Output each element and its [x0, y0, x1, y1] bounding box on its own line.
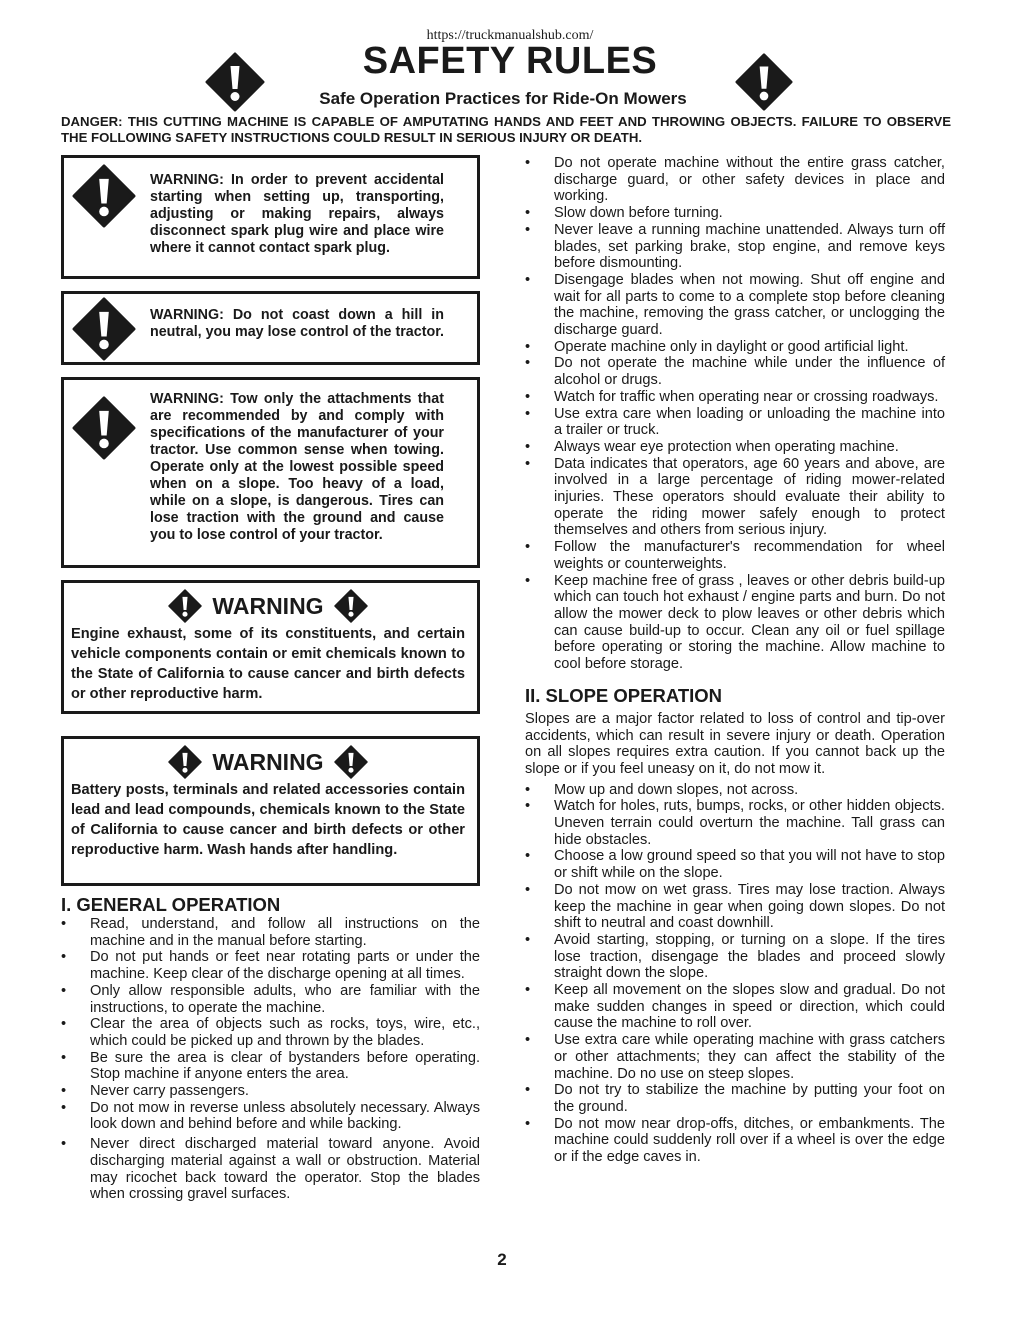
- warning-triangle-icon: [735, 53, 793, 111]
- list-item: • Do not mow in reverse unless absolutely necessary. Always look down and behind before and while backing.: [61, 1100, 480, 1133]
- list-item: • Never direct discharged material toward anyone. Avoid discharging material against a wall or obstruction. Material may ricochet back toward the operator. Stop the blades when crossing gravel surfaces.: [61, 1136, 480, 1203]
- warning-text: WARNING: Tow only the attachments that are recommended by and comply with specifications of the manufacturer of your tractor. Use common sense when towing. Operate only at the lowest possible speed when on a slope. Too heavy of a load, while on a slope, is dangerous. Tires can lose traction with the ground and cause you to lose control of your tractor.: [150, 391, 444, 543]
- list-item: • Watch for traffic when operating near or crossing roadways.: [525, 389, 945, 406]
- warning-header-label: WARNING: [212, 748, 324, 775]
- warning-triangle-icon: [72, 164, 136, 228]
- list-item: • Follow the manufacturer's recommendation for wheel weights or counterweights.: [525, 539, 945, 572]
- list-item: • Be sure the area is clear of bystanders before operating. Stop machine if anyone enters the area.: [61, 1050, 480, 1083]
- page-subtitle: Safe Operation Practices for Ride-On Mowers: [319, 89, 687, 108]
- list-item: • Always wear eye protection when operating machine.: [525, 439, 945, 456]
- warning-box-coast: [61, 291, 480, 365]
- list-item: • Mow up and down slopes, not across.: [525, 782, 945, 799]
- warning-text: WARNING: In order to prevent accidental starting when setting up, transporting, adjusting or making repairs, always disconnect spark plug wire and place wire where it cannot contact spark plug.: [150, 172, 444, 256]
- left-column: [61, 155, 480, 1203]
- list-item: • Disengage blades when not mowing. Shut off engine and wait for all parts to come to a complete stop before cleaning the machine, removing the grass catcher, or unclogging the discharge guard.: [525, 272, 945, 339]
- slope-intro: Slopes are a major factor related to loss of control and tip-over accidents, which can result in severe injury or death. Operation on all slopes requires extra caution. If you cannot back up the slope or if you feel uneasy on it, do not mow it.: [525, 710, 945, 777]
- list-item: • Clear the area of objects such as rocks, toys, wire, etc., which could be picked up and thrown by the blades.: [61, 1016, 480, 1049]
- list-item: • Slow down before turning.: [525, 205, 945, 222]
- warning-text: Engine exhaust, some of its constituents, and certain vehicle components contain or emit chemicals known to the State of California to cause cancer and birth defects or other reproductive harm.: [71, 626, 465, 702]
- warning-text: Battery posts, terminals and related accessories contain lead and lead compounds, chemicals known to the State of California to cause cancer and birth defects or other reproductive harm. Wash hands after handling.: [71, 782, 465, 858]
- warning-triangle-icon: [168, 745, 202, 779]
- list-item: • Never carry passengers.: [61, 1083, 480, 1100]
- list-item: • Do not mow on wet grass. Tires may lose traction. Always keep the machine in gear when going down slopes. Do not shift to neutral and coast downhill.: [525, 882, 945, 932]
- warning-triangle-icon: [72, 396, 136, 460]
- warning-text: WARNING: Do not coast down a hill in neutral, you may lose control of the tractor.: [150, 307, 444, 340]
- right-column: [525, 155, 945, 1166]
- list-item: • Avoid starting, stopping, or turning on a slope. If the tires lose traction, disengage the blades and proceed slowly straight down the slope.: [525, 932, 945, 982]
- list-item: • Choose a low ground speed so that you will not have to stop or shift while on the slope.: [525, 848, 945, 881]
- list-item: • Keep machine free of grass , leaves or other debris build-up which can touch hot exhaust / engine parts and burn. Do not allow the mower deck to plow leaves or other debris which can cause build-up to occur. Clean any oil or fuel spillage before operating or storing the machine. Allow machine to cool before storage.: [525, 573, 945, 673]
- list-item: • Do not operate the machine while under the influence of alcohol or drugs.: [525, 355, 945, 388]
- warning-triangle-icon: [168, 589, 202, 623]
- california-warning-exhaust: [61, 580, 480, 714]
- list-item: • Do not mow near drop-offs, ditches, or embankments. The machine could suddenly roll over if a wheel is over the edge or if the edge caves in.: [525, 1116, 945, 1166]
- general-list-left: [61, 916, 480, 1203]
- page-title: SAFETY RULES: [362, 40, 658, 82]
- slope-list: [525, 782, 945, 1166]
- warning-header: [71, 588, 465, 624]
- section-heading-slope: II. SLOPE OPERATION: [525, 684, 723, 706]
- general-list-right: [525, 155, 945, 673]
- section-heading-general: I. GENERAL OPERATION: [61, 894, 281, 915]
- warning-box-spark-plug: [61, 155, 480, 279]
- warning-triangle-icon: [334, 589, 368, 623]
- california-warning-battery: [61, 736, 480, 886]
- warning-header-label: WARNING: [212, 592, 324, 619]
- list-item: • Use extra care when loading or unloading the machine into a trailer or truck.: [525, 406, 945, 439]
- list-item: • Only allow responsible adults, who are familiar with the instructions, to operate the machine.: [61, 983, 480, 1016]
- warning-header: [71, 744, 465, 780]
- list-item: • Never leave a running machine unattended. Always turn off blades, set parking brake, stop engine, and remove keys before dismounting.: [525, 222, 945, 272]
- warning-triangle-icon: [334, 745, 368, 779]
- list-item: • Do not operate machine without the entire grass catcher, discharge guard, or other safety devices in place and working.: [525, 155, 945, 205]
- warning-triangle-icon: [72, 297, 136, 361]
- danger-notice: DANGER: THIS CUTTING MACHINE IS CAPABLE OF AMPUTATING HANDS AND FEET AND THROWING OBJECTS. FAILURE TO OBSERVE THE FOLLOWING SAFETY INSTRUCTIONS COULD RESULT IN SERIOUS INJURY OR DEATH.: [61, 114, 951, 145]
- list-item: • Watch for holes, ruts, bumps, rocks, or other hidden objects. Uneven terrain could overturn the machine. Tall grass can hide obstacles.: [525, 798, 945, 848]
- list-item: • Do not put hands or feet near rotating parts or under the machine. Keep clear of the discharge opening at all times.: [61, 949, 480, 982]
- list-item: • Use extra care while operating machine with grass catchers or other attachments; they can affect the stability of the machine. Do no use on steep slopes.: [525, 1032, 945, 1082]
- source-url[interactable]: https://truckmanualshub.com/: [426, 28, 594, 43]
- list-item: • Read, understand, and follow all instructions on the machine and in the manual before starting.: [61, 916, 480, 949]
- page-number: 2: [497, 1250, 507, 1269]
- list-item: • Keep all movement on the slopes slow and gradual. Do not make sudden changes in speed or direction, which could cause the machine to roll over.: [525, 982, 945, 1032]
- list-item: • Do not try to stabilize the machine by putting your foot on the ground.: [525, 1082, 945, 1115]
- warning-box-towing: [61, 377, 480, 568]
- list-item: • Operate machine only in daylight or good artificial light.: [525, 339, 945, 356]
- list-item: • Data indicates that operators, age 60 years and above, are involved in a large percentage of riding mower-related injuries. These operators should evaluate their ability to operate the riding mower safely enough to protect themselves and others from serious injury.: [525, 456, 945, 540]
